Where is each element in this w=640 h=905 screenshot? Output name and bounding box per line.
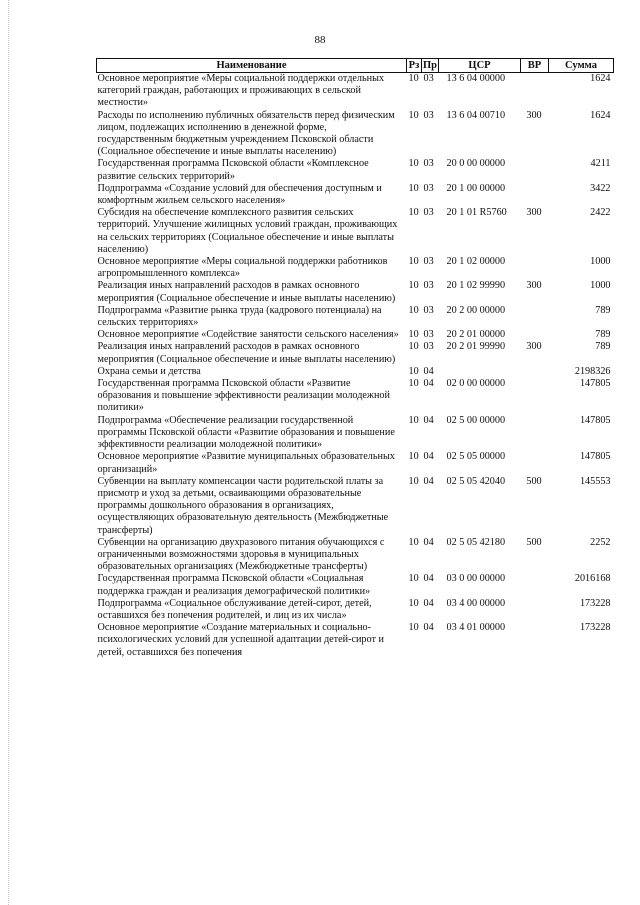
cell-sum: 2016168 bbox=[574, 573, 611, 585]
table-row bbox=[97, 451, 614, 475]
table-row bbox=[97, 280, 614, 304]
cell-pr: 03 bbox=[423, 73, 434, 84]
cell-vr bbox=[521, 158, 549, 182]
cell-vr bbox=[521, 305, 549, 329]
table-row bbox=[97, 207, 614, 256]
cell-csr: 02 5 05 42040 bbox=[446, 475, 506, 487]
cell-vr: 300 bbox=[526, 280, 542, 292]
table-row bbox=[97, 476, 614, 537]
cell-csr: 13 6 04 00000 bbox=[446, 73, 506, 84]
cell-csr: 20 0 00 00000 bbox=[446, 158, 506, 170]
cell-rz: 10 bbox=[408, 536, 419, 548]
cell-rz: 10 bbox=[408, 182, 419, 194]
cell-rz: 10 bbox=[408, 304, 419, 316]
table-row bbox=[97, 183, 614, 207]
cell-rz: 10 bbox=[408, 414, 419, 426]
cell-pr: 04 bbox=[423, 475, 434, 487]
cell-sum: 789 bbox=[595, 304, 611, 316]
cell-sum: 789 bbox=[595, 329, 611, 341]
table-row bbox=[97, 256, 614, 280]
header-vr: ВР bbox=[521, 59, 549, 73]
table-row bbox=[97, 110, 614, 159]
cell-vr: 500 bbox=[526, 536, 542, 548]
cell-rz: 10 bbox=[408, 280, 419, 292]
cell-name: Основное мероприятие «Развитие муниципальных образовательных организаций» bbox=[97, 451, 395, 475]
cell-pr: 03 bbox=[423, 256, 434, 268]
cell-vr bbox=[521, 415, 549, 452]
cell-pr: 04 bbox=[423, 451, 434, 463]
cell-sum: 1624 bbox=[590, 73, 611, 84]
cell-name: Подпрограмма «Создание условий для обеспечения доступным и комфортным жильем сельского населения» bbox=[97, 182, 382, 207]
cell-csr: 02 0 00 00000 bbox=[446, 378, 506, 390]
cell-rz: 10 bbox=[408, 256, 419, 268]
cell-sum: 1000 bbox=[590, 280, 611, 292]
header-sum: Сумма bbox=[549, 59, 614, 73]
scan-edge-mark bbox=[8, 0, 10, 905]
cell-name: Охрана семьи и детства bbox=[97, 365, 201, 377]
cell-sum: 147805 bbox=[579, 451, 611, 463]
cell-vr bbox=[521, 329, 549, 341]
cell-pr: 03 bbox=[423, 341, 434, 353]
cell-sum: 173228 bbox=[579, 622, 611, 634]
cell-name: Государственная программа Псковской области «Развитие образования и повышение эффективности реализации молодежной политики» bbox=[97, 378, 390, 414]
cell-vr bbox=[521, 183, 549, 207]
cell-rz: 10 bbox=[408, 109, 419, 121]
cell-rz: 10 bbox=[408, 158, 419, 170]
cell-rz: 10 bbox=[408, 329, 419, 341]
cell-vr bbox=[521, 622, 549, 659]
cell-pr: 03 bbox=[423, 280, 434, 292]
cell-rz: 10 bbox=[408, 573, 419, 585]
cell-vr: 300 bbox=[526, 207, 542, 219]
cell-rz: 10 bbox=[408, 378, 419, 390]
table-body bbox=[97, 73, 614, 659]
cell-name: Реализация иных направлений расходов в рамках основного мероприятия (Социальное обеспечение и иные выплаты населению) bbox=[97, 280, 396, 304]
cell-vr: 300 bbox=[526, 109, 542, 121]
table-row bbox=[97, 329, 614, 341]
cell-name: Государственная программа Псковской области «Социальная поддержка граждан и реализация демографической политики» bbox=[97, 573, 371, 597]
cell-rz: 10 bbox=[408, 597, 419, 609]
cell-vr bbox=[521, 598, 549, 622]
cell-rz: 10 bbox=[408, 341, 419, 353]
cell-csr: 20 1 00 00000 bbox=[446, 182, 506, 194]
cell-name: Основное мероприятие «Меры социальной поддержки отдельных категорий граждан, работающих и проживающих в сельской местности» bbox=[97, 73, 385, 109]
cell-vr: 500 bbox=[526, 475, 542, 487]
header-row bbox=[97, 59, 614, 73]
cell-rz: 10 bbox=[408, 451, 419, 463]
cell-pr: 04 bbox=[423, 365, 434, 377]
cell-pr: 03 bbox=[423, 182, 434, 194]
header-name: Наименование bbox=[97, 59, 407, 73]
cell-vr bbox=[521, 451, 549, 475]
cell-pr: 04 bbox=[423, 597, 434, 609]
cell-name: Государственная программа Псковской области «Комплексное развитие сельских территорий» bbox=[97, 158, 369, 182]
table-row bbox=[97, 73, 614, 110]
cell-sum: 789 bbox=[595, 341, 611, 353]
cell-csr: 03 0 00 00000 bbox=[446, 573, 506, 585]
cell-sum: 2198326 bbox=[574, 365, 611, 377]
header-pr: Пр bbox=[423, 59, 438, 71]
cell-name: Подпрограмма «Обеспечение реализации государственной программы Псковской области «Развитие образования и повышение эффективности реализации молодежной политики» bbox=[97, 414, 395, 451]
cell-sum: 3422 bbox=[590, 182, 611, 194]
cell-pr: 03 bbox=[423, 207, 434, 219]
cell-sum: 1000 bbox=[590, 256, 611, 268]
cell-pr: 04 bbox=[423, 573, 434, 585]
cell-csr: 20 2 01 99990 bbox=[446, 341, 506, 353]
cell-name: Субвенции на организацию двухразового питания обучающихся с ограниченными возможностями здоровья в муниципальных образовательных организациях (Межбюджетные трансферты) bbox=[97, 536, 385, 573]
cell-sum: 2252 bbox=[590, 536, 611, 548]
cell-csr: 02 5 00 00000 bbox=[446, 414, 506, 426]
cell-csr bbox=[439, 366, 521, 378]
cell-sum: 1624 bbox=[590, 109, 611, 121]
cell-rz: 10 bbox=[408, 73, 419, 84]
table-row bbox=[97, 622, 614, 659]
cell-csr: 20 1 01 R5760 bbox=[446, 207, 507, 219]
cell-pr: 03 bbox=[423, 329, 434, 341]
cell-sum: 145553 bbox=[579, 475, 611, 487]
cell-vr bbox=[521, 366, 549, 378]
cell-pr: 03 bbox=[423, 109, 434, 121]
cell-sum: 173228 bbox=[579, 597, 611, 609]
cell-csr: 02 5 05 00000 bbox=[446, 451, 506, 463]
cell-name: Расходы по исполнению публичных обязательств перед физическим лицом, подлежащих исполнению в денежной форме, государственным бюджетным учреждением Псковской области (Социальное обеспечение и иные выплаты населению) bbox=[97, 109, 395, 158]
cell-sum: 4211 bbox=[590, 158, 611, 170]
cell-name: Субсидия на обеспечение комплексного развития сельских территорий. Улучшение жилищных условий граждан, проживающих на сельских территориях (Социальное обеспечение и иные выплаты населению) bbox=[97, 207, 398, 255]
cell-rz: 10 bbox=[408, 475, 419, 487]
table-row bbox=[97, 305, 614, 329]
cell-rz: 10 bbox=[408, 207, 419, 219]
cell-pr: 04 bbox=[423, 536, 434, 548]
cell-name: Подпрограмма «Развитие рынка труда (кадрового потенциала) на сельских территориях» bbox=[97, 304, 382, 329]
table-row bbox=[97, 341, 614, 365]
cell-sum: 147805 bbox=[579, 378, 611, 390]
table-row bbox=[97, 598, 614, 622]
cell-csr: 20 1 02 99990 bbox=[446, 280, 506, 292]
cell-sum: 2422 bbox=[590, 207, 611, 219]
cell-rz: 10 bbox=[408, 365, 419, 377]
cell-csr: 13 6 04 00710 bbox=[446, 109, 506, 121]
budget-table bbox=[96, 58, 614, 659]
page-number: 88 bbox=[314, 34, 326, 46]
cell-rz: 10 bbox=[408, 622, 419, 634]
header-rz: Рз bbox=[407, 59, 422, 73]
cell-sum: 147805 bbox=[579, 414, 611, 426]
table-row bbox=[97, 415, 614, 452]
table-row bbox=[97, 366, 614, 378]
cell-vr: 300 bbox=[526, 341, 542, 353]
cell-pr: 03 bbox=[423, 304, 434, 316]
cell-name: Основное мероприятие «Содействие занятости сельского населения» bbox=[97, 329, 399, 341]
cell-pr: 04 bbox=[423, 414, 434, 426]
cell-pr: 03 bbox=[423, 158, 434, 170]
cell-csr: 20 2 01 00000 bbox=[446, 329, 506, 341]
table-header bbox=[97, 59, 614, 73]
table-row bbox=[97, 573, 614, 597]
cell-vr bbox=[521, 73, 549, 110]
cell-name: Подпрограмма «Социальное обслуживание детей-сирот, детей, оставшихся без попечения родителей, и лиц из их числа» bbox=[97, 597, 372, 621]
cell-csr: 20 1 02 00000 bbox=[446, 256, 506, 268]
cell-vr bbox=[521, 573, 549, 597]
cell-csr: 02 5 05 42180 bbox=[446, 536, 506, 548]
cell-name: Субвенции на выплату компенсации части родительской платы за присмотр и уход за детьми, осваивающими образовательные программы дошкольного образования в организациях, осуществляющих образовательную деятельность (Межбюджетные трансферты) bbox=[97, 475, 389, 536]
cell-name: Реализация иных направлений расходов в рамках основного мероприятия (Социальное обеспечение и иные выплаты населению) bbox=[97, 341, 396, 365]
table-row bbox=[97, 537, 614, 574]
table-row bbox=[97, 378, 614, 415]
cell-vr bbox=[521, 256, 549, 280]
cell-csr: 03 4 00 00000 bbox=[446, 597, 506, 609]
cell-vr bbox=[521, 378, 549, 415]
cell-pr: 04 bbox=[423, 622, 434, 634]
table-row bbox=[97, 158, 614, 182]
cell-csr: 03 4 01 00000 bbox=[446, 622, 506, 634]
header-csr: ЦСР bbox=[439, 59, 521, 73]
cell-name: Основное мероприятие «Меры социальной поддержки работников агропромышленного комплекса» bbox=[97, 256, 388, 280]
cell-name: Основное мероприятие «Создание материальных и социально-психологических условий для успешной адаптации детей-сирот и детей, оставшихся без попечения bbox=[97, 622, 384, 658]
cell-csr: 20 2 00 00000 bbox=[446, 304, 506, 316]
cell-pr: 04 bbox=[423, 378, 434, 390]
